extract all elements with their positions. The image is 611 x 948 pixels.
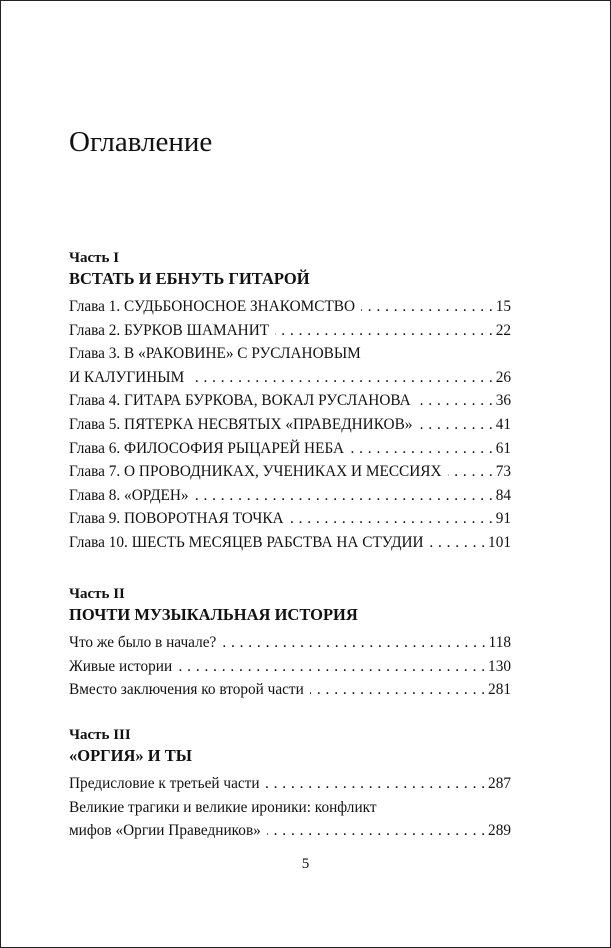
toc-entry[interactable] [69,655,511,679]
dot-leader [275,319,493,343]
toc-entry[interactable] [69,631,511,655]
dot-leader [448,460,493,484]
page-title: Оглавление [69,126,213,158]
entry-title: Живые истории [69,657,173,675]
toc-part-3 [69,725,511,843]
toc-entry[interactable] [69,437,511,461]
entry-title: Глава 6. ФИЛОСОФИЯ РЫЦАРЕЙ НЕБА [69,439,345,457]
dot-leader [430,531,485,555]
entry-page-number: 41 [495,415,511,433]
toc-part-2 [69,584,511,702]
toc-entry[interactable] [69,342,511,389]
entry-page-number: 281 [488,681,511,699]
entry-title: Предисловие к третьей части [69,775,260,792]
entry-title: Глава 9. ПОВОРОТНАЯ ТОЧКА [69,510,284,528]
dot-leader [418,413,492,437]
entry-title: мифов «Оргии Праведников» [69,822,261,840]
dot-leader [350,437,493,461]
entry-page-number: 61 [495,439,511,457]
entry-page-number: 22 [495,321,511,339]
toc-part-1 [69,248,511,555]
entry-title: Вместо заключения ко второй части [69,681,304,699]
entry-page-number: 36 [495,392,511,410]
dot-leader [310,678,485,702]
entry-page-number: 91 [495,510,511,528]
entry-title: Что же было в начале? [69,634,217,651]
entry-title: Глава 1. СУДЬБОНОСНОЕ ЗНАКОМСТВО [69,298,356,315]
entry-page-number: 84 [495,486,511,504]
part-title: ВСТАТЬ И ЕБНУТЬ ГИТАРОЙ [69,269,310,288]
part-label: Часть III [69,727,131,743]
entry-page-number: 101 [488,533,511,551]
part-label: Часть II [69,586,125,602]
entry-page-number: 73 [495,463,511,481]
entry-title: Глава 5. ПЯТЕРКА НЕСВЯТЫХ «ПРАВЕДНИКОВ» [69,415,413,433]
dot-leader [417,389,493,413]
dot-leader [290,507,493,531]
entry-page-number: 118 [488,634,511,651]
entry-title: Глава 10. ШЕСТЬ МЕСЯЦЕВ РАБСТВА НА СТУДИИ [69,533,424,551]
toc-entry[interactable] [69,413,511,437]
toc-entry[interactable] [69,295,511,319]
entry-title: Глава 4. ГИТАРА БУРКОВА, ВОКАЛ РУСЛАНОВА [69,392,411,410]
part-title: ПОЧТИ МУЗЫКАЛЬНАЯ ИСТОРИЯ [69,605,358,624]
entry-title-line: Великие трагики и великие ироники: конфликт [69,798,377,816]
toc-entry[interactable] [69,460,511,484]
toc-entry[interactable] [69,796,511,843]
dot-leader [267,819,485,843]
entry-page-number: 130 [488,657,511,675]
toc-entry[interactable] [69,389,511,413]
toc-entry[interactable] [69,319,511,343]
entry-title-line: Глава 3. В «РАКОВИНЕ» С РУСЛАНОВЫМ [69,345,361,363]
entry-title: И КАЛУГИНЫМ [69,368,185,386]
part-label: Часть I [69,250,120,266]
entry-page-number: 287 [488,775,511,792]
entry-title: Глава 7. О ПРОВОДНИКАХ, УЧЕНИКАХ И МЕССИЯХ [69,463,442,481]
entry-title: Глава 8. «ОРДЕН» [69,486,189,504]
page-number: 5 [301,856,310,872]
toc-entry[interactable] [69,507,511,531]
entry-page-number: 26 [495,368,511,386]
toc-entry[interactable] [69,531,511,555]
dot-leader [222,631,485,655]
entry-page-number: 15 [495,298,511,315]
dot-leader [361,295,493,319]
dot-leader [190,366,492,390]
toc-entry[interactable] [69,772,511,796]
part-title: «ОРГИЯ» И ТЫ [69,746,192,765]
dot-leader [178,655,485,679]
toc-entry[interactable] [69,678,511,702]
dot-leader [195,484,493,508]
dot-leader [266,772,486,796]
entry-page-number: 289 [488,822,511,840]
toc-entry[interactable] [69,484,511,508]
entry-title: Глава 2. БУРКОВ ШАМАНИТ [69,321,270,339]
